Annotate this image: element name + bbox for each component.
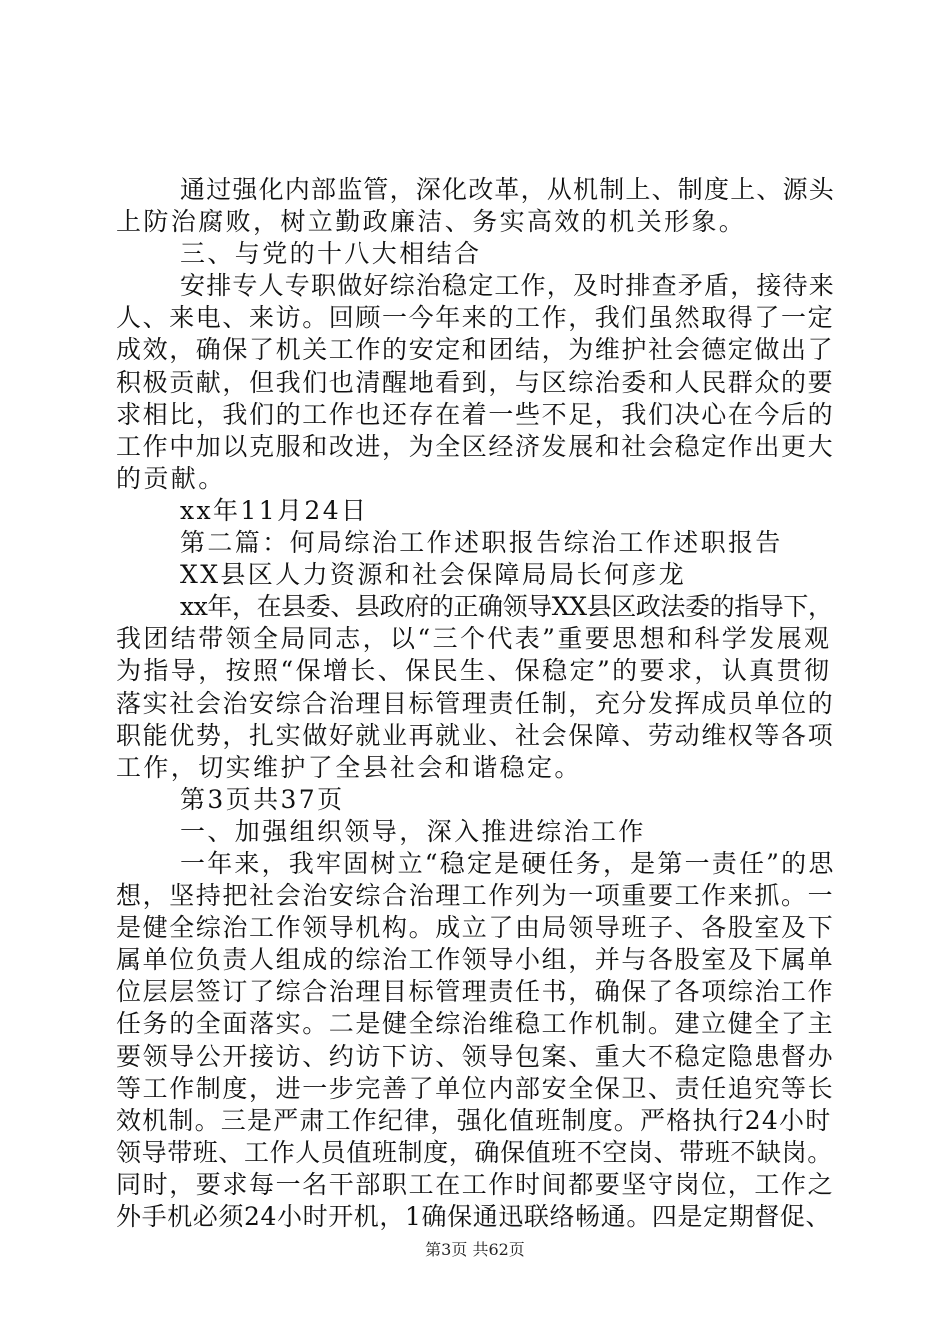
text-line: 位层层签订了综合治理目标管理责任书，确保了各项综治工作 bbox=[116, 977, 835, 1007]
text-line: 一、加强组织领导，深入推进综治工作 bbox=[180, 816, 646, 846]
text-line: 人、来电、来访。回顾一今年来的工作，我们虽然取得了一定 bbox=[116, 303, 835, 333]
text-line: 属单位负责人组成的综治工作领导小组，并与各股室及下属单 bbox=[116, 945, 835, 975]
text-line: 外手机必须24小时开机，1确保通迅联络畅通。四是定期督促、 bbox=[116, 1202, 832, 1231]
text-line: 的贡献。 bbox=[116, 463, 226, 493]
text-line: 安排专人专职做好综治稳定工作，及时排查矛盾，接待来 bbox=[180, 271, 836, 301]
text-line: xx年11月24日 bbox=[180, 495, 369, 525]
text-line: 工作中加以克服和改进，为全区经济发展和社会稳定作出更大 bbox=[116, 431, 835, 461]
text-line: 任务的全面落实。二是健全综治维稳工作机制。建立健全了主 bbox=[116, 1009, 835, 1039]
text-line: 求相比，我们的工作也还存在着一些不足，我们决心在今后的 bbox=[116, 399, 835, 429]
text-line: XX县区人力资源和社会保障局局长何彦龙 bbox=[180, 560, 687, 590]
page-footer: 第3页 共62页 bbox=[425, 1240, 525, 1259]
text-line: 要领导公开接访、约访下访、领导包案、重大不稳定隐患督办 bbox=[116, 1041, 835, 1071]
text-line: 想，坚持把社会治安综合治理工作列为一项重要工作来抓。一 bbox=[116, 881, 835, 911]
text-line: 通过强化内部监管，深化改革，从机制上、制度上、源头 bbox=[180, 175, 836, 204]
text-line: 三、与党的十八大相结合 bbox=[180, 239, 482, 269]
text-line: xx年，在县委、县政府的正确领导XX县区政法委的指导下， bbox=[180, 592, 833, 622]
text-line: 第3页共37页 bbox=[180, 784, 345, 814]
text-line: 积极贡献，但我们也清醒地看到，与区综治委和人民群众的要 bbox=[116, 367, 835, 397]
text-line: 工作，切实维护了全县社会和谐稳定。 bbox=[116, 752, 582, 782]
text-line: 是健全综治工作领导机构。成立了由局领导班子、各股室及下 bbox=[116, 913, 835, 943]
text-line: 为指导，按照“保增长、保民生、保稳定”的要求，认真贯彻 bbox=[116, 656, 832, 686]
text-line: 效机制。三是严肃工作纪律，强化值班制度。严格执行24小时 bbox=[116, 1105, 832, 1135]
text-line: 同时，要求每一名干部职工在工作时间都要坚守岗位，工作之 bbox=[116, 1169, 835, 1199]
document-body bbox=[116, 174, 836, 1233]
text-line: 领导带班、工作人员值班制度，确保值班不空岗、带班不缺岗。 bbox=[116, 1137, 833, 1167]
text-line: 一年来，我牢固树立“稳定是硬任务，是第一责任”的思 bbox=[180, 848, 836, 878]
text-line: 第二篇：何局综治工作述职报告综治工作述职报告 bbox=[180, 528, 783, 558]
text-line: 等工作制度，进一步完善了单位内部安全保卫、责任追究等长 bbox=[116, 1073, 835, 1103]
text-line: 职能优势，扎实做好就业再就业、社会保障、劳动维权等各项 bbox=[116, 720, 835, 750]
text-line: 成效，确保了机关工作的安定和团结，为维护社会德定做出了 bbox=[116, 335, 835, 365]
text-line: 我团结带领全局同志，以“三个代表”重要思想和科学发展观 bbox=[116, 624, 832, 654]
text-line: 落实社会治安综合治理目标管理责任制，充分发挥成员单位的 bbox=[116, 688, 835, 718]
text-line: 上防治腐败，树立勤政廉洁、务实高效的机关形象。 bbox=[116, 207, 747, 237]
